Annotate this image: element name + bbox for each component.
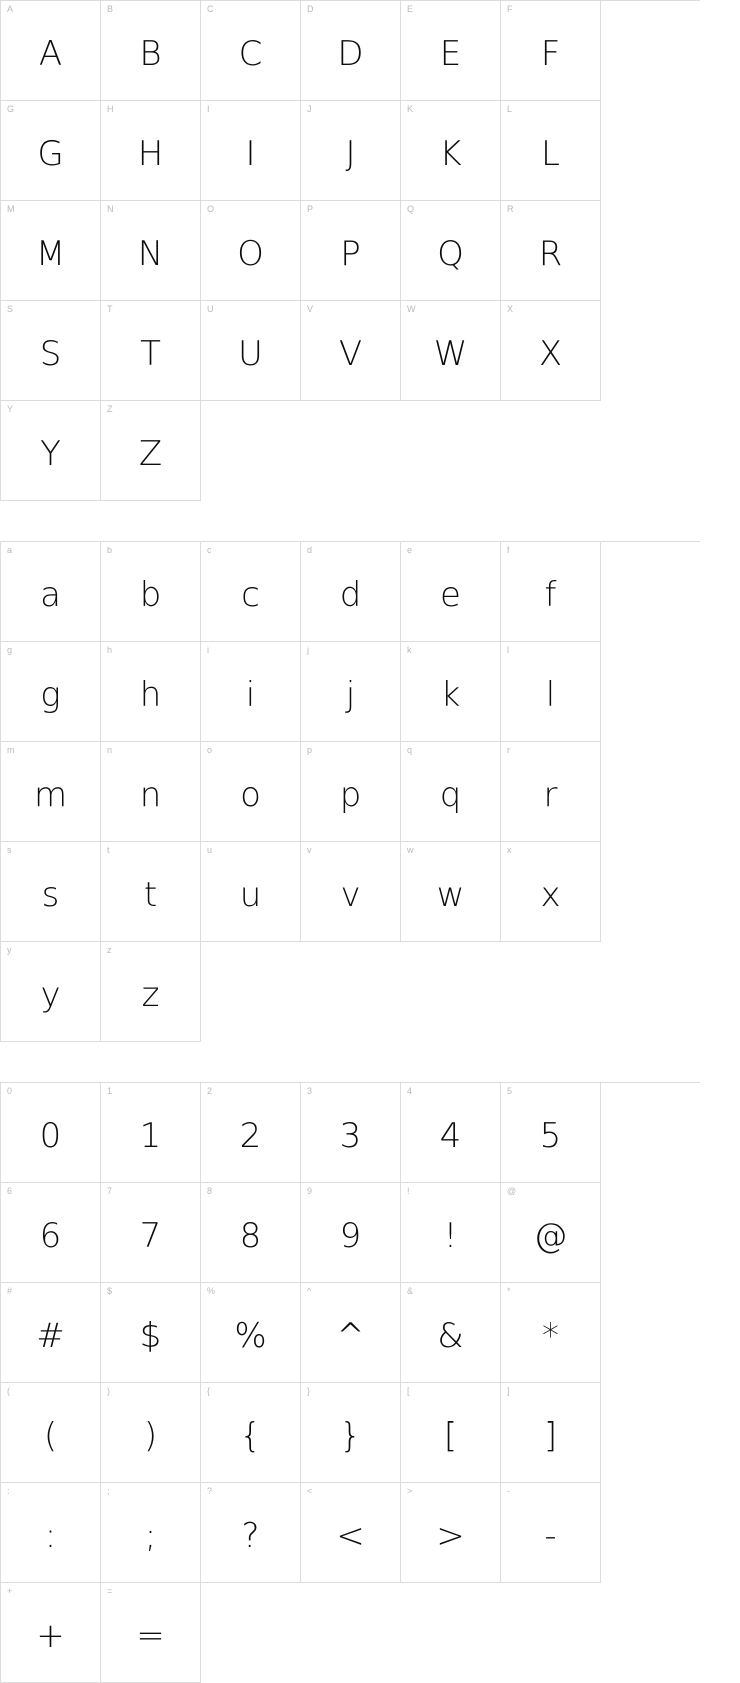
glyph-character: C <box>238 33 263 74</box>
glyph-code-label: 6 <box>7 1186 13 1196</box>
glyph-cell[interactable] <box>201 542 301 642</box>
glyph-cell[interactable] <box>301 1 401 101</box>
glyph-character: Q <box>437 233 464 274</box>
glyph-character: ] <box>543 1415 558 1456</box>
glyph-cell[interactable] <box>1 1383 101 1483</box>
glyph-code-label: [ <box>407 1386 410 1396</box>
glyph-character: # <box>36 1315 65 1356</box>
glyph-cell[interactable] <box>101 301 201 401</box>
glyph-code-label: > <box>407 1486 413 1496</box>
glyph-section-lowercase-letters <box>0 541 740 1042</box>
glyph-character: S <box>39 333 62 374</box>
glyph-character: W <box>433 333 468 374</box>
glyph-code-label: b <box>107 545 113 555</box>
glyph-cell[interactable] <box>301 842 401 942</box>
glyph-code-label: ; <box>107 1486 110 1496</box>
glyph-code-label: z <box>107 945 112 955</box>
glyph-character: ; <box>144 1515 157 1556</box>
glyph-cell[interactable] <box>1 1183 101 1283</box>
glyph-character: v <box>340 874 361 915</box>
glyph-character: 0 <box>39 1115 62 1156</box>
glyph-code-label: = <box>107 1586 113 1596</box>
glyph-code-label: ! <box>407 1186 410 1196</box>
section-spacer <box>0 501 740 541</box>
glyph-cell[interactable] <box>201 1 301 101</box>
glyph-cell[interactable] <box>1 1083 101 1183</box>
glyph-cell[interactable] <box>401 1283 501 1383</box>
glyph-code-label: D <box>307 4 314 14</box>
glyph-code-label: ? <box>207 1486 213 1496</box>
glyph-character: i <box>245 674 256 715</box>
glyph-character: R <box>538 233 563 274</box>
glyph-cell[interactable] <box>401 742 501 842</box>
glyph-cell[interactable] <box>301 642 401 742</box>
glyph-code-label: N <box>107 204 114 214</box>
glyph-cell[interactable] <box>501 201 601 301</box>
glyph-character: & <box>437 1315 464 1356</box>
glyph-cell[interactable] <box>201 1283 301 1383</box>
glyph-cell[interactable] <box>1 1483 101 1583</box>
glyph-code-label: F <box>507 4 513 14</box>
glyph-character: O <box>237 233 264 274</box>
glyph-code-label: : <box>7 1486 10 1496</box>
glyph-cell[interactable] <box>101 1483 201 1583</box>
glyph-cell[interactable] <box>101 401 201 501</box>
glyph-character: 9 <box>339 1215 362 1256</box>
section-spacer <box>0 1042 740 1082</box>
glyph-grid <box>0 0 700 501</box>
glyph-character: : <box>44 1515 57 1556</box>
glyph-code-label: j <box>307 645 310 655</box>
glyph-character: h <box>139 674 162 715</box>
glyph-cell[interactable] <box>101 1 201 101</box>
glyph-cell[interactable] <box>1 401 101 501</box>
glyph-character: 4 <box>439 1115 462 1156</box>
glyph-grid <box>0 1082 700 1683</box>
glyph-cell[interactable] <box>1 942 101 1042</box>
glyph-cell[interactable] <box>1 301 101 401</box>
glyph-code-label: M <box>7 204 15 214</box>
glyph-character: t <box>143 874 158 915</box>
glyph-code-label: I <box>207 104 210 114</box>
glyph-character: * <box>542 1315 559 1356</box>
glyph-cell[interactable] <box>201 1483 301 1583</box>
glyph-cell[interactable] <box>401 1083 501 1183</box>
glyph-code-label: 3 <box>307 1086 313 1096</box>
glyph-character: A <box>38 33 63 74</box>
glyph-character: k <box>440 674 461 715</box>
glyph-character: B <box>139 33 162 74</box>
glyph-code-label: ) <box>107 1386 111 1396</box>
glyph-cell[interactable] <box>201 1083 301 1183</box>
glyph-character: } <box>339 1415 362 1456</box>
glyph-character: { <box>239 1415 262 1456</box>
glyph-character: F <box>540 33 561 74</box>
glyph-cell[interactable] <box>301 1283 401 1383</box>
glyph-character: b <box>139 574 162 615</box>
glyph-code-label: Q <box>407 204 415 214</box>
glyph-code-label: g <box>7 645 13 655</box>
glyph-character: s <box>41 874 60 915</box>
glyph-code-label: R <box>507 204 514 214</box>
glyph-code-label: J <box>307 104 312 114</box>
glyph-character: N <box>137 233 164 274</box>
glyph-code-label: d <box>307 545 313 555</box>
glyph-character: $ <box>139 1315 162 1356</box>
glyph-code-label: # <box>7 1286 13 1296</box>
glyph-code-label: 9 <box>307 1186 313 1196</box>
glyph-code-label: o <box>207 745 213 755</box>
glyph-code-label: s <box>7 845 12 855</box>
glyph-character: p <box>339 774 362 815</box>
glyph-character: n <box>139 774 162 815</box>
glyph-code-label: V <box>307 304 314 314</box>
glyph-section-digits-and-symbols <box>0 1082 740 1683</box>
glyph-character: 1 <box>139 1115 162 1156</box>
glyph-code-label: e <box>407 545 413 555</box>
glyph-code-label: + <box>7 1586 13 1596</box>
glyph-code-label: C <box>207 4 214 14</box>
glyph-character: K <box>439 133 462 174</box>
glyph-character: w <box>436 874 465 915</box>
glyph-cell[interactable] <box>501 301 601 401</box>
glyph-character: 5 <box>539 1115 562 1156</box>
glyph-character: H <box>137 133 164 174</box>
glyph-character: % <box>234 1315 267 1356</box>
glyph-character: [ <box>443 1415 458 1456</box>
glyph-cell[interactable] <box>101 642 201 742</box>
glyph-character: U <box>238 333 263 374</box>
glyph-code-label: G <box>7 104 15 114</box>
glyph-section-uppercase-letters <box>0 0 740 501</box>
glyph-code-label: U <box>207 304 214 314</box>
glyph-code-label: X <box>507 304 514 314</box>
glyph-code-label: q <box>407 745 413 755</box>
glyph-character: e <box>440 574 461 615</box>
glyph-cell[interactable] <box>401 1 501 101</box>
glyph-character: a <box>40 574 61 615</box>
glyph-character: L <box>541 133 560 174</box>
glyph-code-label: $ <box>107 1286 113 1296</box>
glyph-cell[interactable] <box>101 201 201 301</box>
glyph-cell[interactable] <box>301 1383 401 1483</box>
glyph-character: < <box>336 1515 365 1556</box>
glyph-character: ! <box>443 1215 458 1256</box>
glyph-cell[interactable] <box>201 1183 301 1283</box>
glyph-character: P <box>340 233 361 274</box>
glyph-character: l <box>545 674 556 715</box>
glyph-character: ( <box>43 1415 58 1456</box>
glyph-cell[interactable] <box>201 201 301 301</box>
glyph-character: G <box>37 133 64 174</box>
glyph-cell[interactable] <box>401 542 501 642</box>
glyph-cell[interactable] <box>301 101 401 201</box>
glyph-cell[interactable] <box>501 1383 601 1483</box>
glyph-code-label: 7 <box>107 1186 113 1196</box>
glyph-cell[interactable] <box>501 842 601 942</box>
glyph-grid <box>0 541 700 1042</box>
glyph-character: > <box>436 1515 465 1556</box>
glyph-cell[interactable] <box>501 1283 601 1383</box>
glyph-cell[interactable] <box>501 742 601 842</box>
glyph-cell[interactable] <box>101 101 201 201</box>
glyph-code-label: y <box>7 945 12 955</box>
glyph-character: m <box>33 774 68 815</box>
glyph-cell[interactable] <box>1 201 101 301</box>
glyph-cell[interactable] <box>401 101 501 201</box>
glyph-character: + <box>36 1615 65 1656</box>
glyph-cell[interactable] <box>401 301 501 401</box>
glyph-code-label: i <box>207 645 210 655</box>
glyph-character: X <box>538 333 563 374</box>
glyph-code-label: L <box>507 104 513 114</box>
glyph-code-label: v <box>307 845 312 855</box>
glyph-cell[interactable] <box>301 1183 401 1283</box>
glyph-character: Z <box>138 433 163 474</box>
glyph-character: Y <box>40 433 61 474</box>
glyph-code-label: W <box>407 304 416 314</box>
glyph-code-label: t <box>107 845 110 855</box>
glyph-character: - <box>544 1515 557 1556</box>
glyph-code-label: x <box>507 845 512 855</box>
glyph-cell[interactable] <box>201 642 301 742</box>
glyph-code-label: f <box>507 545 510 555</box>
glyph-cell[interactable] <box>301 1083 401 1183</box>
glyph-character: M <box>35 233 66 274</box>
glyph-character: E <box>439 33 462 74</box>
glyph-cell[interactable] <box>401 1483 501 1583</box>
glyph-cell[interactable] <box>201 1383 301 1483</box>
glyph-character: r <box>543 774 558 815</box>
glyph-character: o <box>240 774 261 815</box>
glyph-code-label: c <box>207 545 212 555</box>
glyph-code-label: ^ <box>307 1286 312 1296</box>
glyph-cell[interactable] <box>101 1583 201 1683</box>
glyph-character: d <box>339 574 362 615</box>
glyph-character: ^ <box>336 1315 365 1356</box>
glyph-cell[interactable] <box>301 742 401 842</box>
glyph-cell[interactable] <box>501 1483 601 1583</box>
glyph-code-label: T <box>107 304 113 314</box>
glyph-cell[interactable] <box>401 1383 501 1483</box>
glyph-cell[interactable] <box>1 542 101 642</box>
glyph-code-label: < <box>307 1486 313 1496</box>
glyph-cell[interactable] <box>101 1383 201 1483</box>
glyph-code-label: A <box>7 4 14 14</box>
glyph-character: ) <box>143 1415 158 1456</box>
glyph-cell[interactable] <box>501 642 601 742</box>
glyph-cell[interactable] <box>1 642 101 742</box>
glyph-code-label: O <box>207 204 215 214</box>
glyph-code-label: u <box>207 845 213 855</box>
glyph-cell[interactable] <box>1 1 101 101</box>
glyph-code-label: n <box>107 745 113 755</box>
glyph-cell[interactable] <box>101 842 201 942</box>
glyph-character: f <box>544 574 557 615</box>
glyph-cell[interactable] <box>201 301 301 401</box>
glyph-cell[interactable] <box>1 742 101 842</box>
glyph-character: 8 <box>239 1215 262 1256</box>
glyph-cell[interactable] <box>101 1283 201 1383</box>
glyph-cell[interactable] <box>101 1183 201 1283</box>
glyph-code-label: w <box>407 845 414 855</box>
glyph-cell[interactable] <box>301 301 401 401</box>
glyph-cell[interactable] <box>301 1483 401 1583</box>
glyph-code-label: Z <box>107 404 113 414</box>
glyph-cell[interactable] <box>1 1283 101 1383</box>
glyph-code-label: 4 <box>407 1086 413 1096</box>
glyph-cell[interactable] <box>201 842 301 942</box>
glyph-code-label: H <box>107 104 114 114</box>
glyph-cell[interactable] <box>501 1183 601 1283</box>
glyph-character: 3 <box>339 1115 362 1156</box>
glyph-character: T <box>140 333 161 374</box>
glyph-cell[interactable] <box>201 742 301 842</box>
glyph-cell[interactable] <box>101 542 201 642</box>
glyph-code-label: l <box>507 645 510 655</box>
glyph-cell[interactable] <box>101 942 201 1042</box>
glyph-code-label: E <box>407 4 414 14</box>
glyph-character: u <box>239 874 262 915</box>
glyph-cell[interactable] <box>101 1083 201 1183</box>
glyph-character: 7 <box>139 1215 162 1256</box>
glyph-code-label: * <box>507 1286 511 1296</box>
glyph-code-label: 1 <box>107 1086 113 1096</box>
glyph-cell[interactable] <box>501 542 601 642</box>
glyph-cell[interactable] <box>201 101 301 201</box>
glyph-code-label: B <box>107 4 114 14</box>
glyph-cell[interactable] <box>401 642 501 742</box>
glyph-character: y <box>40 974 61 1015</box>
glyph-character: j <box>345 674 356 715</box>
glyph-code-label: 2 <box>207 1086 213 1096</box>
glyph-character: I <box>245 133 256 174</box>
glyph-character: @ <box>533 1215 568 1256</box>
glyph-code-label: P <box>307 204 314 214</box>
glyph-code-label: h <box>107 645 113 655</box>
glyph-code-label: @ <box>507 1186 517 1196</box>
glyph-code-label: 8 <box>207 1186 213 1196</box>
glyph-character: g <box>40 674 61 715</box>
glyph-cell[interactable] <box>1 101 101 201</box>
glyph-cell[interactable] <box>501 1083 601 1183</box>
glyph-code-label: Y <box>7 404 14 414</box>
glyph-cell[interactable] <box>401 1183 501 1283</box>
glyph-character: x <box>540 874 561 915</box>
glyph-character: D <box>337 33 364 74</box>
glyph-character: = <box>136 1615 165 1656</box>
glyph-code-label: ] <box>507 1386 510 1396</box>
glyph-character: J <box>345 133 356 174</box>
glyph-code-label: a <box>7 545 13 555</box>
glyph-code-label: } <box>307 1386 311 1396</box>
glyph-cell[interactable] <box>101 742 201 842</box>
glyph-code-label: 5 <box>507 1086 513 1096</box>
glyph-cell[interactable] <box>501 1 601 101</box>
glyph-code-label: & <box>407 1286 414 1296</box>
glyph-cell[interactable] <box>1 842 101 942</box>
glyph-character: q <box>439 774 462 815</box>
glyph-code-label: r <box>507 745 511 755</box>
glyph-cell[interactable] <box>301 201 401 301</box>
glyph-code-label: { <box>207 1386 211 1396</box>
glyph-character: 6 <box>39 1215 62 1256</box>
glyph-code-label: K <box>407 104 414 114</box>
glyph-character: ? <box>241 1515 260 1556</box>
glyph-code-label: 0 <box>7 1086 13 1096</box>
glyph-cell[interactable] <box>401 842 501 942</box>
glyph-code-label: p <box>307 745 313 755</box>
glyph-character: c <box>241 574 260 615</box>
glyph-cell[interactable] <box>1 1583 101 1683</box>
glyph-code-label: k <box>407 645 412 655</box>
glyph-character: 2 <box>239 1115 262 1156</box>
glyph-code-label: m <box>7 745 15 755</box>
glyph-code-label: % <box>207 1286 216 1296</box>
glyph-character: V <box>338 333 363 374</box>
glyph-cell[interactable] <box>501 101 601 201</box>
glyph-code-label: ( <box>7 1386 11 1396</box>
glyph-character: z <box>141 974 160 1015</box>
glyph-code-label: - <box>507 1486 511 1496</box>
glyph-cell[interactable] <box>401 201 501 301</box>
glyph-code-label: S <box>7 304 14 314</box>
glyph-cell[interactable] <box>301 542 401 642</box>
